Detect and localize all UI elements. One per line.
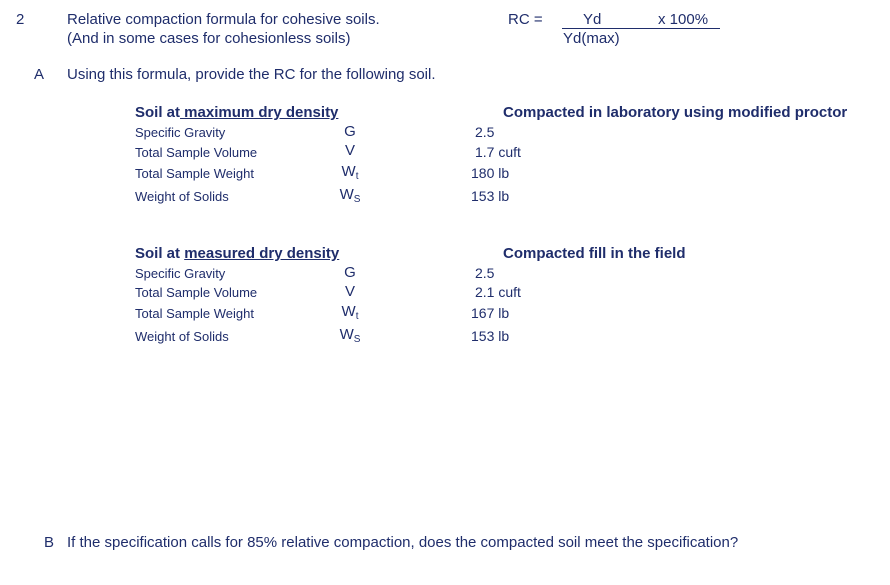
measured-row-label: Total Sample Weight (135, 306, 254, 321)
problem-number: 2 (16, 11, 25, 28)
max-row-label: Total Sample Weight (135, 166, 254, 181)
formula-multiplier: x 100% (658, 11, 709, 28)
max-row-value: 1.7 cuft (475, 144, 521, 160)
measured-row-symbol: $W_t$ (341, 303, 359, 322)
formula-denominator: Yd(max) (563, 30, 620, 47)
measured-row-value: 153 lb (471, 328, 510, 344)
max-row-symbol: G (344, 123, 356, 140)
section-max-heading: Soil at maximum dry density (135, 104, 339, 121)
formula-numerator: Yd (583, 11, 602, 28)
max-row-value: 180 lb (471, 165, 510, 181)
section-measured-note: Compacted fill in the field (503, 245, 686, 262)
part-b-label: B (44, 534, 55, 551)
problem-title-line2: (And in some cases for cohesionless soils) (67, 30, 351, 47)
max-row-label: Weight of Solids (135, 189, 229, 204)
fraction-bar (562, 28, 720, 29)
section-measured-heading: Soil at measured dry density (135, 245, 340, 262)
max-row-value: 153 lb (471, 188, 510, 204)
measured-row-symbol: $W_S$ (339, 326, 361, 345)
part-b-question: If the specification calls for 85% relative compaction, does the compacted soil meet the specification? (67, 534, 739, 551)
max-row-label: Specific Gravity (135, 125, 226, 140)
measured-row-value: 167 lb (471, 305, 510, 321)
part-a-question: Using this formula, provide the RC for the following soil. (67, 66, 436, 83)
section-max-note: Compacted in laboratory using modified proctor (503, 104, 848, 121)
max-row-symbol: V (344, 142, 355, 159)
max-row-label: Total Sample Volume (135, 145, 258, 160)
measured-row-value: 2.5 (475, 265, 495, 281)
max-row-symbol: $W_t$ (341, 163, 359, 182)
measured-row-symbol: V (344, 283, 355, 300)
max-row-symbol: $W_S$ (339, 186, 361, 205)
measured-row-label: Specific Gravity (135, 266, 226, 281)
measured-row-symbol: G (344, 264, 356, 281)
measured-row-label: Total Sample Volume (135, 285, 258, 300)
problem-title-line1: Relative compaction formula for cohesive soils. (67, 11, 380, 28)
max-row-value: 2.5 (475, 124, 495, 140)
formula-lhs: RC = (508, 11, 543, 28)
measured-row-value: 2.1 cuft (475, 284, 521, 300)
part-a-label: A (34, 66, 45, 83)
measured-row-label: Weight of Solids (135, 329, 229, 344)
